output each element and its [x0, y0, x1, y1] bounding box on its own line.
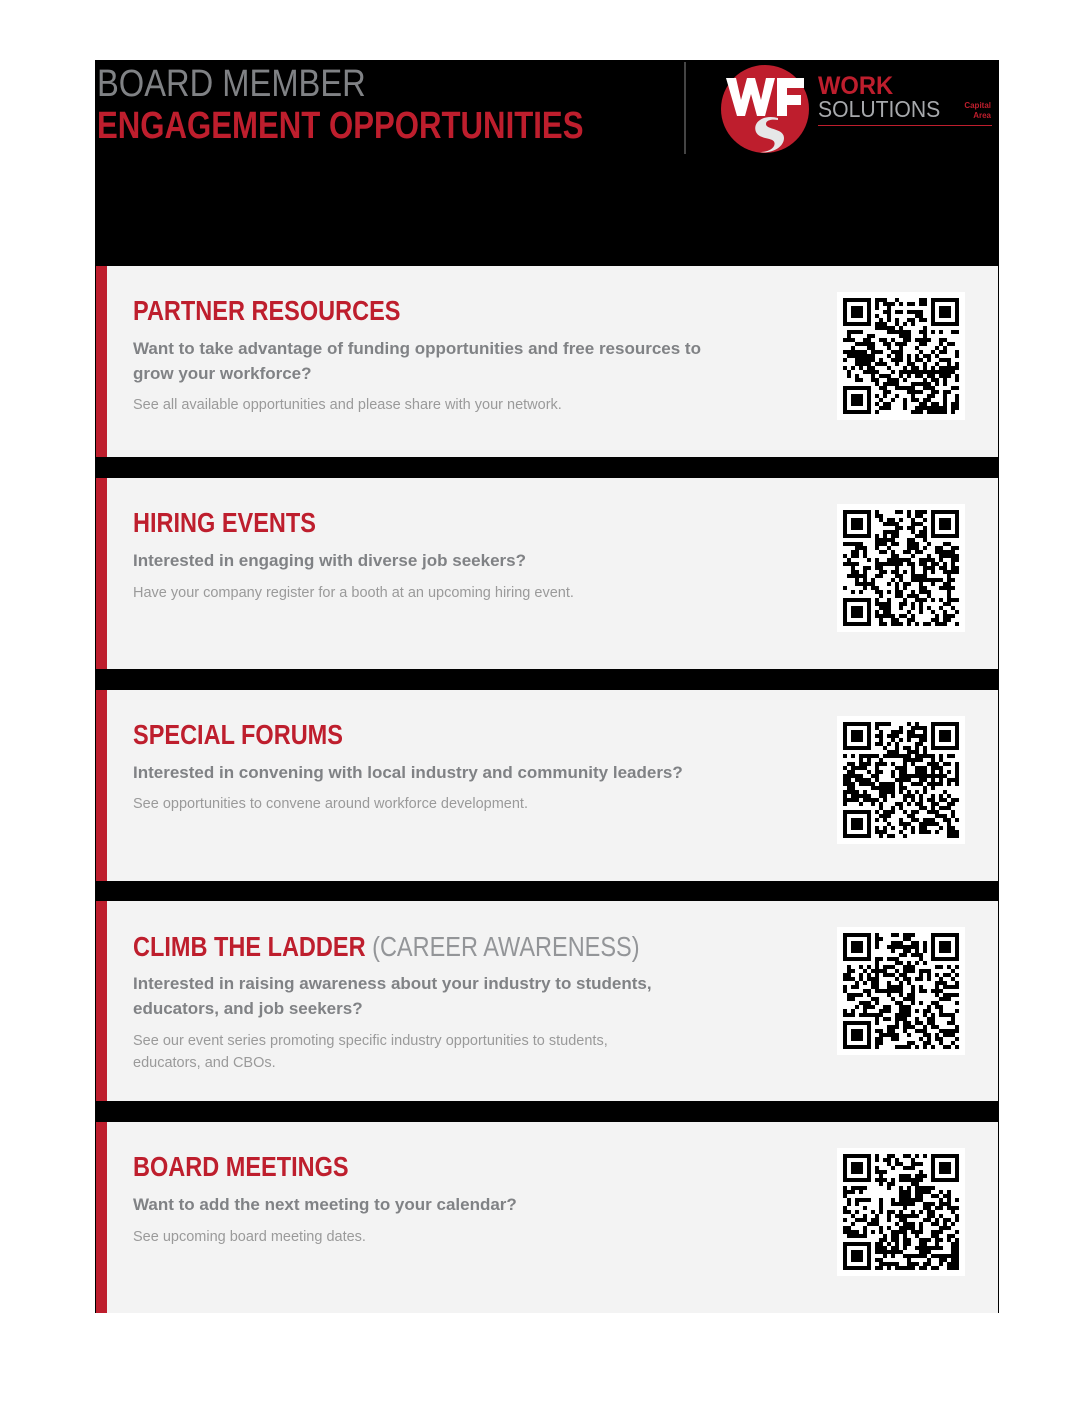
section-special-forums — [96, 690, 998, 881]
logo-region: Capital Area — [964, 101, 991, 120]
qr-code-icon[interactable] — [837, 292, 965, 420]
section-accent-bar — [96, 478, 107, 669]
section-question: Interested in convening with local industry and community leaders? — [133, 763, 683, 782]
wfs-logo-mark-icon — [720, 64, 810, 154]
qr-code-icon[interactable] — [837, 1148, 965, 1276]
section-detail: See opportunities to convene around workforce development. — [133, 796, 528, 812]
logo-rule — [818, 125, 992, 126]
section-title: SPECIAL FORUMS — [133, 719, 343, 750]
page-title-line-1: BOARD MEMBER — [97, 63, 366, 105]
section-accent-bar — [96, 266, 107, 457]
section-partner-resources — [96, 266, 998, 457]
section-detail: See our event series promoting specific industry opportunities to students, educators, and CBOs. — [133, 1033, 608, 1071]
section-hiring-events — [96, 478, 998, 669]
section-question: Interested in raising awareness about your industry to students, educators, and job seekers? — [133, 974, 652, 1018]
qr-code-icon[interactable] — [837, 716, 965, 844]
section-question: Want to add the next meeting to your calendar? — [133, 1195, 517, 1214]
section-title: BOARD MEETINGS — [133, 1151, 349, 1182]
qr-code-icon[interactable] — [837, 504, 965, 632]
qr-code-icon[interactable] — [837, 927, 965, 1055]
section-title: PARTNER RESOURCES — [133, 295, 401, 326]
section-detail: Have your company register for a booth at an upcoming hiring event. — [133, 585, 574, 601]
section-title-suffix: (CAREER AWARENESS) — [372, 931, 640, 962]
header-divider — [684, 62, 686, 154]
section-accent-bar — [96, 901, 107, 1101]
section-question: Want to take advantage of funding opportunities and free resources to grow your workforce? — [133, 339, 701, 383]
section-title: HIRING EVENTS — [133, 507, 316, 538]
section-climb-the-ladder — [96, 901, 998, 1101]
section-question: Interested in engaging with diverse job seekers? — [133, 551, 527, 570]
section-detail: See all available opportunities and please share with your network. — [133, 397, 562, 413]
section-accent-bar — [96, 690, 107, 881]
section-title: CLIMB THE LADDER (CAREER AWARENESS) — [133, 931, 640, 962]
work-solutions-logo — [720, 64, 994, 154]
section-board-meetings — [96, 1122, 998, 1313]
section-detail: See upcoming board meeting dates. — [133, 1229, 366, 1245]
section-accent-bar — [96, 1122, 107, 1313]
page-title-line-2: ENGAGEMENT OPPORTUNITIES — [97, 105, 584, 147]
logo-word-work: WORK — [818, 72, 894, 100]
logo-word-solutions: SOLUTIONS — [818, 96, 941, 122]
